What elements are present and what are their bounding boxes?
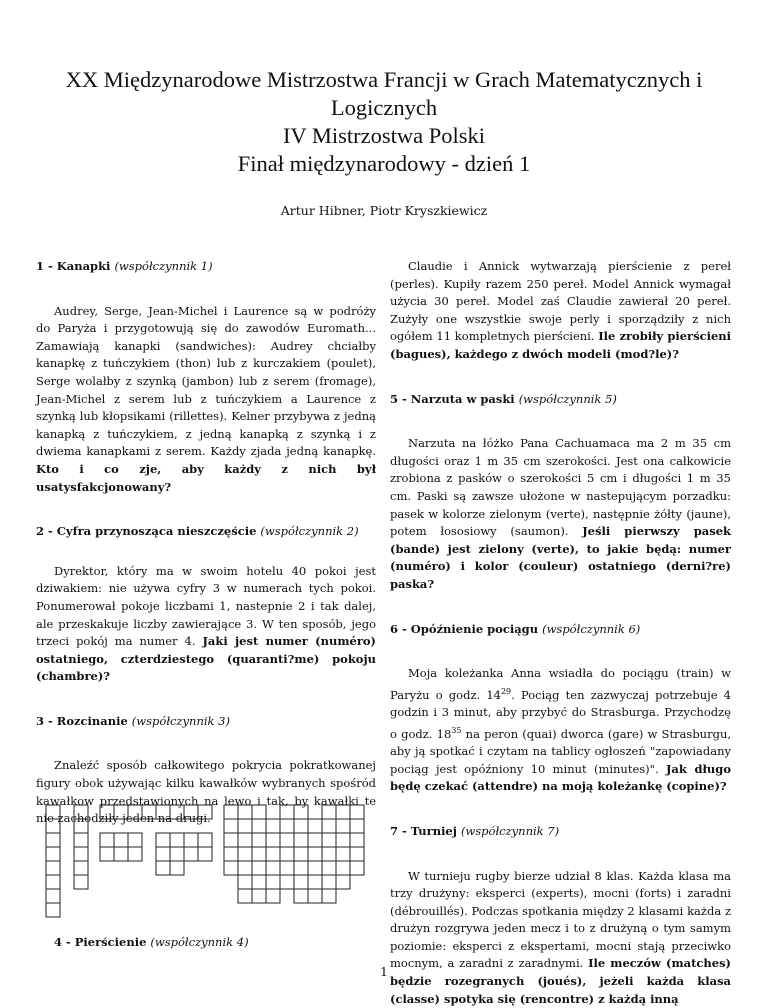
document-title: [40, 66, 728, 178]
title-line-1: XX Międzynarodowe Mistrzostwa Francji w Grach Matematycznych i: [40, 66, 728, 94]
title-line-3: IV Mistrzostwa Polski: [40, 122, 728, 150]
title-line-2: Logicznych: [40, 94, 728, 122]
piece-small-square: [184, 833, 212, 861]
piece-l-shape: [74, 805, 88, 889]
section-7-heading: 7 - Turniej (współczynnik 7): [390, 823, 731, 841]
section-5-text: Narzuta na łóżko Pana Cachuamaca ma 2 m 35 cm długości oraz 1 m 35 cm szerokości. Jest ona całkowicie zrobiona z pasków o szerokości 5 cm i długości 1 m 35 cm. Paski są zawsze ułożone w nastepującym porzadku: pasek w kolorze zielonym (verte), następnie żółty (jaune), potem łososiowy (saumon). Jeśli pierwszy pasek (bande) jest zielony (verte), to jakie będą: numer (numéro) i kolor (couleur) ostatniego (derni?re) paska?: [390, 435, 731, 593]
section-3-text: Znaleźć sposób całkowitego pokrycia pokratkowanej figury obok używając kilku kawałków wybranych spośród kawałkow przedstawionych na lewo i tak, by kawałki te nie zachodziły jeden na drugi.: [36, 757, 376, 827]
section-2-text: Dyrektor, który ma w swoim hotelu 40 pokoi jest dziwakiem: nie używa cyfry 3 w numerach tych pokoi. Ponumerował pokoje liczbami 1, nastepnie 2 i tak dalej, ale przeskakuje liczby zawierające 3. W ten sposób, jego trzeci pokój ma numer 4. Jaki jest numer (numéro) ostatniego, czterdziestego (quaranti?me) pokoju (chambre)?: [36, 563, 376, 686]
piece-tall-block: [156, 833, 184, 875]
section-6-text: Moja koleżanka Anna wsiadła do pociągu (train) w Paryżu o godz. $14^{29}$. Pociąg ten zazwyczaj potrzebuje 4 godzin i 3 minut, aby przybyć do Strasburga. Przychodzę o godz. $18^{35}$ na peron (quai) dworca (gare) w Strasburgu, aby ją spotkać i czytam na tablicy ogłoszeń "zapowiadany pociąg jest opóźniony 10 minut (minutes)". Jak długo będę czekać (attendre) na moją koleżankę (copine)?: [390, 665, 731, 796]
tiling-figure: [36, 803, 376, 943]
piece-vertical-strip: [46, 805, 60, 917]
title-line-4: Finał międzynarodowy - dzień 1: [40, 150, 728, 178]
left-column: [36, 258, 376, 828]
section-7-text: W turnieju rugby bierze udział 8 klas. Każda klasa ma trzy drużyny: eksperci (experts), mocni (forts) i zaradni (débrouillés). Podczas spotkania między 2 klasami każda z drużyn rozgrywa jeden mecz i to z drużyną o tym samym poziomie: eksperci z ekspertami, mocni stają przeciwko mocnym, a zaradni z zaradnymi. Ile meczów (matches) będzie rozegranych (joués), jeżeli każda klasa (classe) spotyka się (rencontre) z każdą inną: [390, 868, 731, 1008]
section-2-heading: 2 - Cyfra przynosząca nieszczęście (współczynnik 2): [36, 523, 376, 541]
section-1-text: Audrey, Serge, Jean-Michel i Laurence są w podróży do Paryża i przygotowują się do zawodów Euromath... Zamawiają kanapki (sandwiches): Audrey chciałby kanapkę z tuńczykiem (thon) lub z kurczakiem (poulet), Serge wolałby z szynką (jambon) lub z serem (fromage), Jean-Michel z serem lub z tuńczykiem a Laurence z szynką lub kłopsikami (rillettes). Kelner przybywa z jedną kanapką z tuńczykiem, z jedną kanapką z szynką i z dwiema kanapkami z serem. Każdy zjada jedną kanapkę. Kto i co zje, aby każdy z nich był usatysfakcjonowany?: [36, 303, 376, 497]
piece-horizontal-strip: [100, 805, 212, 819]
target-grid: [224, 805, 364, 903]
section-1-heading: 1 - Kanapki (współczynnik 1): [36, 258, 376, 276]
section-4-text: Claudie i Annick wytwarzają pierścienie z pereł (perles). Kupiły razem 250 pereł. Model Annick wymagał użycia 30 pereł. Model zaś Claudie zawierał 20 pereł. Zużyły one wszystkie swoje perly i sporządziły z nich ogółem 11 kompletnych pierścieni. Ile zrobiły pierścieni (bagues), każdego z dwóch modeli (mod?le)?: [390, 258, 731, 364]
section-4-heading: 4 - Pierścienie (współczynnik 4): [54, 935, 249, 949]
piece-block-2x3: [100, 833, 142, 861]
section-6-heading: 6 - Opóźnienie pociągu (współczynnik 6): [390, 621, 731, 639]
page-number: 1: [0, 964, 768, 979]
right-column: [390, 258, 731, 1008]
authors: Artur Hibner, Piotr Kryszkiewicz: [0, 203, 768, 218]
section-5-heading: 5 - Narzuta w paski (współczynnik 5): [390, 391, 731, 409]
section-3-heading: 3 - Rozcinanie (współczynnik 3): [36, 713, 376, 731]
